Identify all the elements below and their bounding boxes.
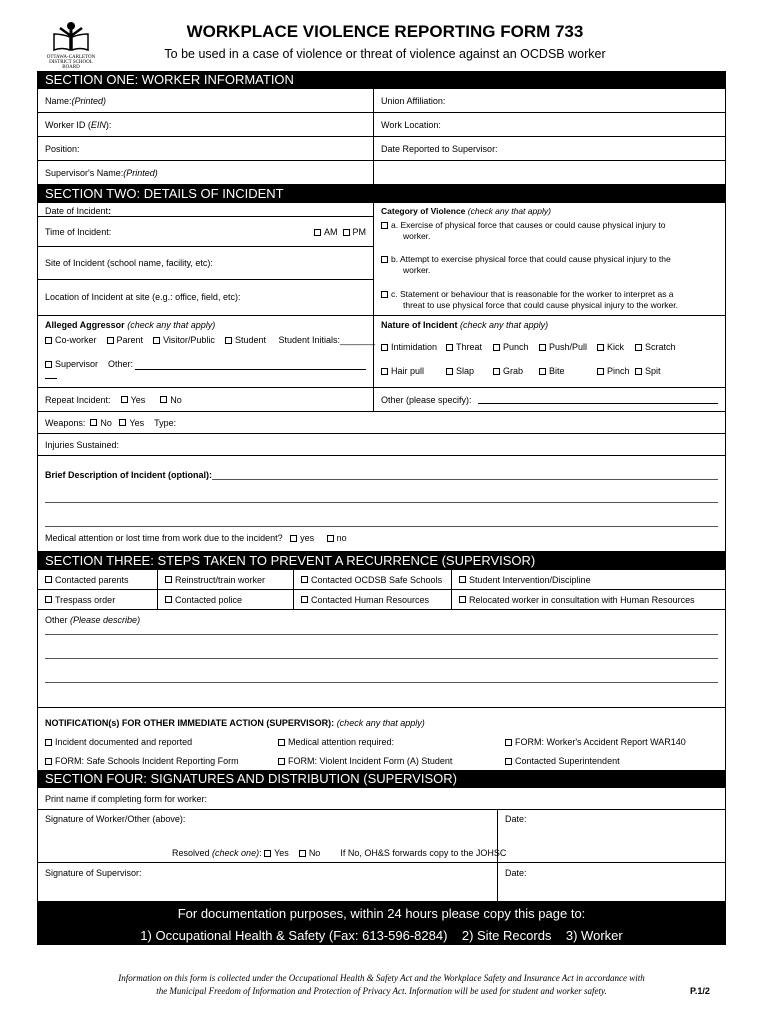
violent-incident-form-checkbox[interactable] xyxy=(278,758,285,765)
student-intervention-checkbox[interactable] xyxy=(459,576,466,583)
form-body xyxy=(37,71,726,945)
kick-checkbox[interactable] xyxy=(597,344,604,351)
date-reported-field[interactable]: Date Reported to Supervisor: xyxy=(381,143,498,154)
logo-text: OTTAWA-CARLETON DISTRICT SCHOOL BOARD xyxy=(46,55,96,70)
category-a-checkbox[interactable] xyxy=(381,222,388,229)
am-checkbox[interactable] xyxy=(314,229,321,236)
privacy-notice-1: Information on this form is collected under the Occupational Health & Safety Act and the Workplace Safety and Insurance Act in accordance with xyxy=(118,973,645,983)
section-three: Contacted parents Reinstruct/train worker Contacted OCDSB Safe Schools Student Intervention/Discipline Trespass order Contacted police Contacted Human Resources Relocated worker in consultation with Human Resources Other (Please describe) NOTIFICATION(s) FOR OTHER IMMEDIATE ACTION (SUPERVISOR): (check any that apply) Incident documented and reported Medical attention required: FORM: Worker's Accident Report WAR140 FORM: Safe Schools Incident Reporting Form FORM: Violent Incident Form (A) Student Contacted Superintendent xyxy=(37,570,726,770)
supervisor-checkbox[interactable] xyxy=(45,361,52,368)
resolved-yes-checkbox[interactable] xyxy=(264,850,271,857)
parent-checkbox[interactable] xyxy=(107,337,114,344)
superintendent-checkbox[interactable] xyxy=(505,758,512,765)
worker-signature-field[interactable]: Signature of Worker/Other (above): Resolved (check one): Yes No If No, OH&S forwards copy to the JOHSC xyxy=(38,810,498,862)
incident-documented-checkbox[interactable] xyxy=(45,739,52,746)
student-checkbox[interactable] xyxy=(225,337,232,344)
medical-no-checkbox[interactable] xyxy=(327,535,334,542)
distribution-bar xyxy=(37,901,726,945)
section-four xyxy=(37,788,726,901)
site-of-incident-field[interactable]: Site of Incident (school name, facility, etc): xyxy=(38,247,373,280)
section-one-header: SECTION ONE: WORKER INFORMATION xyxy=(37,71,726,89)
supervisor-date-field[interactable]: Date: xyxy=(505,868,527,878)
repeat-yes-checkbox[interactable] xyxy=(121,396,128,403)
description-line-1[interactable] xyxy=(212,471,718,480)
distribution-instruction: For documentation purposes, within 24 hours please copy this page to: xyxy=(177,906,586,921)
trespass-order-checkbox[interactable] xyxy=(45,596,52,603)
distribution-list: 1) Occupational Health & Safety (Fax: 613-596-8284) 2) Site Records 3) Worker xyxy=(140,928,623,943)
worker-date-field[interactable]: Date: xyxy=(505,814,527,824)
category-b-checkbox[interactable] xyxy=(381,256,388,263)
category-c-checkbox[interactable] xyxy=(381,291,388,298)
safe-schools-checkbox[interactable] xyxy=(301,576,308,583)
description-line-2[interactable] xyxy=(45,502,718,503)
section-two-header: SECTION TWO: DETAILS OF INCIDENT xyxy=(37,185,726,203)
privacy-notice-2: the Municipal Freedom of Information and Protection of Privacy Act. Information will be used for student and worker safety. xyxy=(156,986,607,996)
relocated-worker-checkbox[interactable] xyxy=(459,596,466,603)
resolved-no-checkbox[interactable] xyxy=(299,850,306,857)
contacted-police-checkbox[interactable] xyxy=(165,596,172,603)
supervisor-name-field[interactable]: Supervisor's Name: (Printed) xyxy=(38,161,374,184)
section-two: Date of Incident: Time of Incident: AM PM Site of Incident (school name, facility, etc): Location of Incident at site (e.g.: office, field, etc): Category of Violence (check any that apply) a. Exercise of physical force that causes or could cause physical injury to worker. b. Attempt to exercise physical force that could cause physical injury to the worker. c. Statement or behaviour that is reasonable for the worker to interpret as a threat to use physical force that could cause physical injury to the worker. Alleged Aggressor (check any that apply) Co-worker Parent Visitor/Public Student Student Initials:_______ Supervisor Other: Nature of Incident (check any that apply) Intimidation Threat Punch Push/Pull Kick Scratch Hair pull Slap Grab Bite Pinch Spit Repeat Incident: Yes No Other (please specify): Weapons: No Yes Type: Injuries Sustained: Brief Description of Incident (optional): Medical attention or lost time from work due to the incident? yes no xyxy=(37,203,726,552)
other-line-2[interactable] xyxy=(45,658,718,659)
position-field[interactable]: Position: xyxy=(38,137,374,160)
threat-checkbox[interactable] xyxy=(446,344,453,351)
visitor-checkbox[interactable] xyxy=(153,337,160,344)
repeat-no-checkbox[interactable] xyxy=(160,396,167,403)
weapons-yes-checkbox[interactable] xyxy=(119,419,126,426)
aggressor-other-field[interactable] xyxy=(135,361,366,370)
location-at-site-field[interactable]: Location of Incident at site (e.g.: office, field, etc): xyxy=(45,292,241,302)
page-number: P.1/2 xyxy=(690,986,710,996)
intimidation-checkbox[interactable] xyxy=(381,344,388,351)
section-four-header: SECTION FOUR: SIGNATURES AND DISTRIBUTION (SUPERVISOR) xyxy=(37,770,726,788)
safe-schools-form-checkbox[interactable] xyxy=(45,758,52,765)
form-subtitle: To be used in a case of violence or threat of violence against an OCDSB worker xyxy=(164,47,606,61)
medical-yes-checkbox[interactable] xyxy=(290,535,297,542)
name-field[interactable]: Name: (Printed) xyxy=(38,89,374,112)
grab-checkbox[interactable] xyxy=(493,368,500,375)
other-line-3[interactable] xyxy=(45,682,718,683)
union-field[interactable]: Union Affiliation: xyxy=(381,95,446,106)
medical-required-checkbox[interactable] xyxy=(278,739,285,746)
reinstruct-checkbox[interactable] xyxy=(165,576,172,583)
hair-pull-checkbox[interactable] xyxy=(381,368,388,375)
injuries-field[interactable]: Injuries Sustained: xyxy=(45,439,120,450)
section-one xyxy=(37,89,726,185)
pinch-checkbox[interactable] xyxy=(597,368,604,375)
section-three-header: SECTION THREE: STEPS TAKEN TO PREVENT A RECURRENCE (SUPERVISOR) xyxy=(37,552,726,570)
form-title: WORKPLACE VIOLENCE REPORTING FORM 733 xyxy=(186,22,584,41)
scratch-checkbox[interactable] xyxy=(635,344,642,351)
coworker-checkbox[interactable] xyxy=(45,337,52,344)
slap-checkbox[interactable] xyxy=(446,368,453,375)
other-specify-field[interactable] xyxy=(478,395,718,404)
bite-checkbox[interactable] xyxy=(539,368,546,375)
time-of-incident-field[interactable]: Time of Incident: AM PM xyxy=(38,217,373,247)
print-name-field[interactable]: Print name if completing form for worker: xyxy=(45,793,208,804)
worker-id-field[interactable]: Worker ID ( EIN ): xyxy=(38,113,374,136)
spit-checkbox[interactable] xyxy=(635,368,642,375)
other-line-1[interactable] xyxy=(45,634,718,635)
description-line-3[interactable] xyxy=(45,526,718,527)
war140-checkbox[interactable] xyxy=(505,739,512,746)
student-initials-field[interactable]: Student Initials:_______ xyxy=(278,335,376,345)
punch-checkbox[interactable] xyxy=(493,344,500,351)
supervisor-signature-field[interactable]: Signature of Supervisor: xyxy=(38,863,498,901)
push-pull-checkbox[interactable] xyxy=(539,344,546,351)
pm-checkbox[interactable] xyxy=(343,229,350,236)
weapons-no-checkbox[interactable] xyxy=(90,419,97,426)
work-location-field[interactable]: Work Location: xyxy=(381,119,441,130)
date-of-incident-field[interactable]: Date of Incident: xyxy=(38,203,373,217)
contacted-parents-checkbox[interactable] xyxy=(45,576,52,583)
human-resources-checkbox[interactable] xyxy=(301,596,308,603)
